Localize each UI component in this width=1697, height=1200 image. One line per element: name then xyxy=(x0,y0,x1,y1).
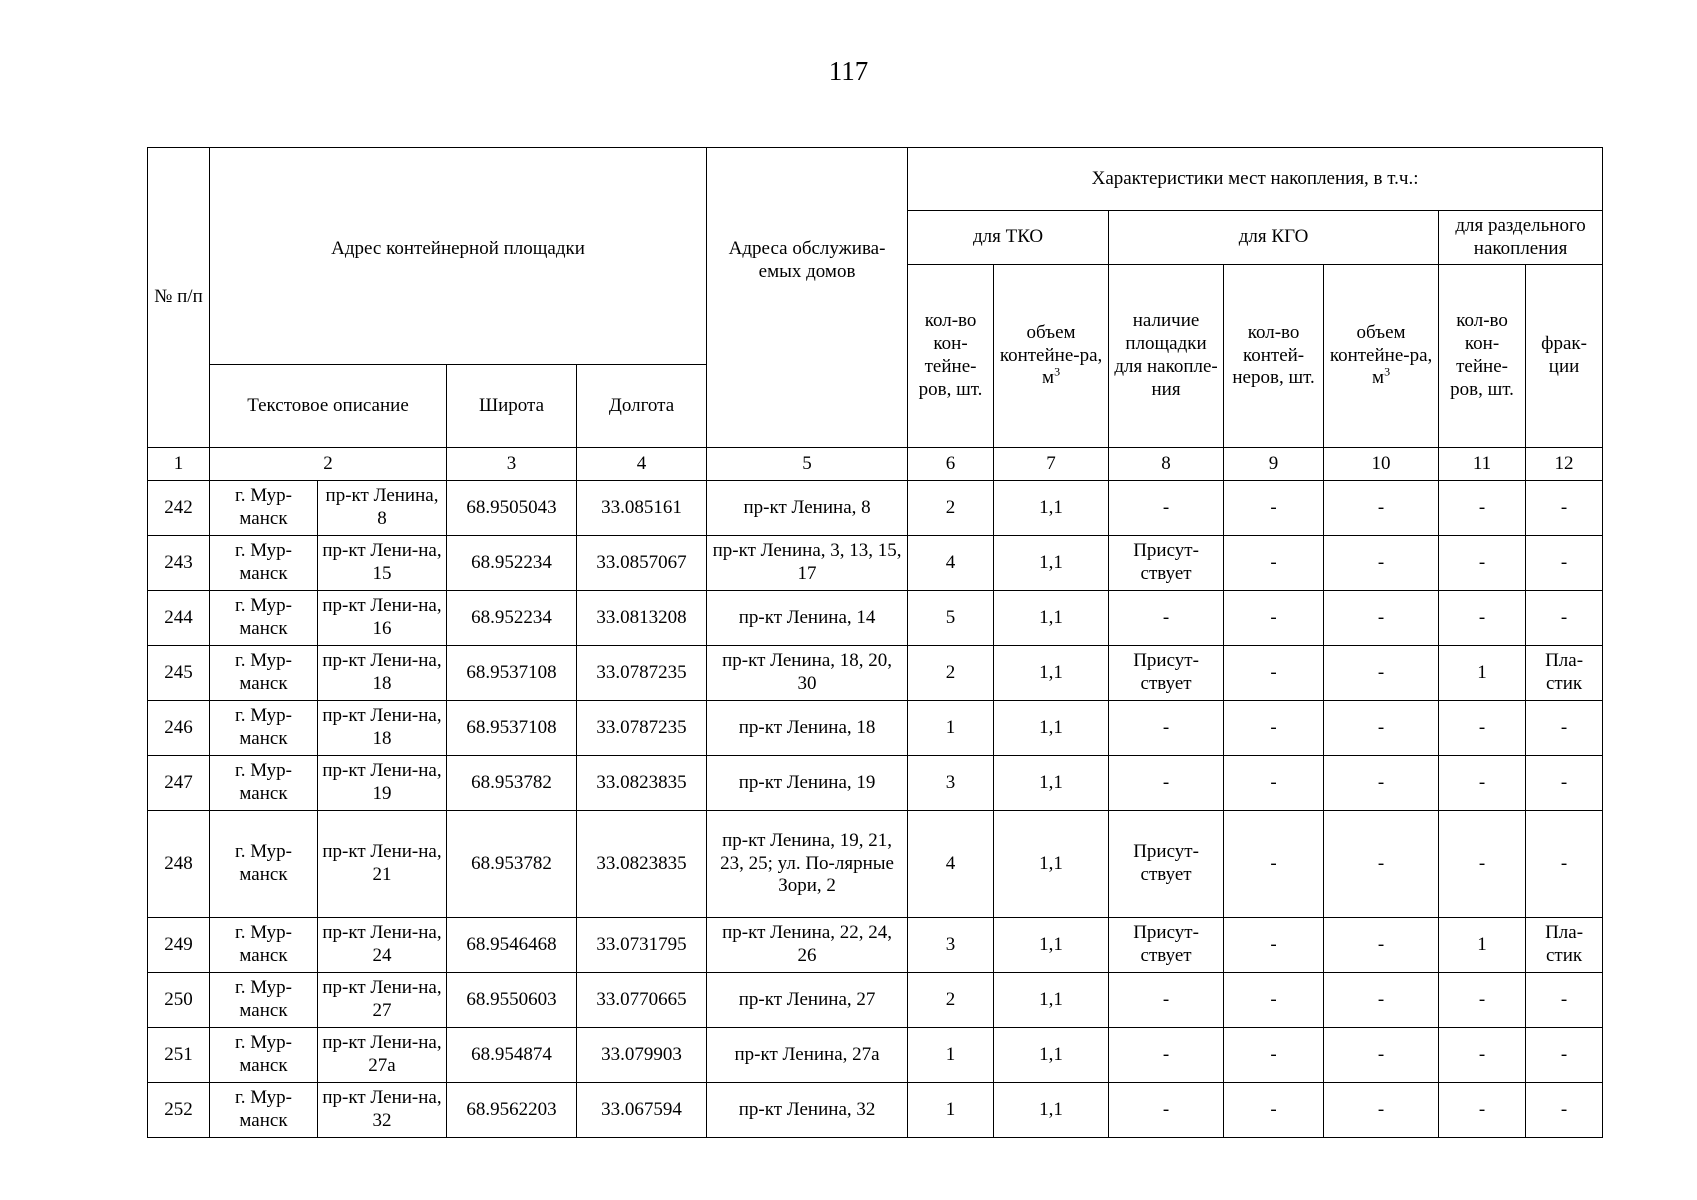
row-number-cell: 250 xyxy=(148,973,210,1028)
header-tko-volume-label: объем контейне-ра, xyxy=(999,321,1103,366)
city-cell: г. Мур-манск xyxy=(210,918,318,973)
fraction-cell: - xyxy=(1526,811,1603,918)
header-address-group: Адрес контейнерной площадки xyxy=(210,148,707,365)
city-cell: г. Мур-манск xyxy=(210,591,318,646)
latitude-cell: 68.9546468 xyxy=(447,918,577,973)
column-number: 4 xyxy=(577,448,707,481)
header-kgo-count: кол-во контей-неров, шт. xyxy=(1224,265,1324,448)
page-number: 117 xyxy=(828,56,869,86)
separate-count-cell: - xyxy=(1439,481,1526,536)
row-number-cell: 243 xyxy=(148,536,210,591)
kgo-count-cell: - xyxy=(1224,536,1324,591)
kgo-site-cell: - xyxy=(1109,1028,1224,1083)
header-tko-volume-unit: м xyxy=(1042,367,1055,389)
latitude-cell: 68.9550603 xyxy=(447,973,577,1028)
tko-count-cell: 3 xyxy=(908,918,994,973)
separate-count-cell: - xyxy=(1439,973,1526,1028)
container-sites-table xyxy=(147,147,1603,1138)
city-cell: г. Мур-манск xyxy=(210,756,318,811)
street-cell: пр-кт Лени-на, 27а xyxy=(318,1028,447,1083)
kgo-site-cell: Присут-ствует xyxy=(1109,918,1224,973)
row-number-cell: 248 xyxy=(148,811,210,918)
separate-count-cell: 1 xyxy=(1439,646,1526,701)
kgo-count-cell: - xyxy=(1224,1083,1324,1138)
tko-count-cell: 1 xyxy=(908,701,994,756)
tko-volume-cell: 1,1 xyxy=(994,918,1109,973)
latitude-cell: 68.952234 xyxy=(447,536,577,591)
city-cell: г. Мур-манск xyxy=(210,536,318,591)
served-houses-cell: пр-кт Ленина, 8 xyxy=(707,481,908,536)
served-houses-cell: пр-кт Ленина, 14 xyxy=(707,591,908,646)
latitude-cell: 68.953782 xyxy=(447,756,577,811)
fraction-cell: - xyxy=(1526,1028,1603,1083)
kgo-site-cell: Присут-ствует xyxy=(1109,811,1224,918)
tko-count-cell: 3 xyxy=(908,756,994,811)
kgo-site-cell: - xyxy=(1109,1083,1224,1138)
tko-count-cell: 2 xyxy=(908,646,994,701)
fraction-cell: - xyxy=(1526,1083,1603,1138)
column-numbers-row xyxy=(148,448,1603,481)
kgo-site-cell: - xyxy=(1109,701,1224,756)
separate-count-cell: 1 xyxy=(1439,918,1526,973)
fraction-cell: - xyxy=(1526,481,1603,536)
row-number-cell: 242 xyxy=(148,481,210,536)
city-cell: г. Мур-манск xyxy=(210,1028,318,1083)
row-number-cell: 247 xyxy=(148,756,210,811)
fraction-cell: Пла-стик xyxy=(1526,918,1603,973)
header-separate: для раздельного накопления xyxy=(1439,211,1603,265)
kgo-count-cell: - xyxy=(1224,701,1324,756)
tko-count-cell: 5 xyxy=(908,591,994,646)
header-sep-count: кол-во кон-тейне-ров, шт. xyxy=(1439,265,1526,448)
served-houses-cell: пр-кт Ленина, 19, 21, 23, 25; ул. По-лярные Зори, 2 xyxy=(707,811,908,918)
served-houses-cell: пр-кт Ленина, 22, 24, 26 xyxy=(707,918,908,973)
kgo-count-cell: - xyxy=(1224,918,1324,973)
column-number: 6 xyxy=(908,448,994,481)
kgo-volume-cell: - xyxy=(1324,1083,1439,1138)
header-sep-fractions: фрак-ции xyxy=(1526,265,1603,448)
kgo-count-cell: - xyxy=(1224,646,1324,701)
separate-count-cell: - xyxy=(1439,811,1526,918)
latitude-cell: 68.952234 xyxy=(447,591,577,646)
tko-count-cell: 1 xyxy=(908,1028,994,1083)
city-cell: г. Мур-манск xyxy=(210,646,318,701)
street-cell: пр-кт Лени-на, 24 xyxy=(318,918,447,973)
kgo-count-cell: - xyxy=(1224,756,1324,811)
street-cell: пр-кт Лени-на, 15 xyxy=(318,536,447,591)
tko-volume-cell: 1,1 xyxy=(994,701,1109,756)
column-number: 9 xyxy=(1224,448,1324,481)
city-cell: г. Мур-манск xyxy=(210,481,318,536)
tko-volume-cell: 1,1 xyxy=(994,1028,1109,1083)
row-number-cell: 246 xyxy=(148,701,210,756)
kgo-count-cell: - xyxy=(1224,973,1324,1028)
kgo-volume-cell: - xyxy=(1324,536,1439,591)
latitude-cell: 68.953782 xyxy=(447,811,577,918)
street-cell: пр-кт Лени-на, 32 xyxy=(318,1083,447,1138)
kgo-site-cell: - xyxy=(1109,481,1224,536)
kgo-volume-cell: - xyxy=(1324,918,1439,973)
served-houses-cell: пр-кт Ленина, 32 xyxy=(707,1083,908,1138)
separate-count-cell: - xyxy=(1439,701,1526,756)
latitude-cell: 68.954874 xyxy=(447,1028,577,1083)
longitude-cell: 33.085161 xyxy=(577,481,707,536)
fraction-cell: - xyxy=(1526,973,1603,1028)
tko-volume-cell: 1,1 xyxy=(994,646,1109,701)
kgo-volume-cell: - xyxy=(1324,481,1439,536)
row-number-cell: 249 xyxy=(148,918,210,973)
kgo-volume-cell: - xyxy=(1324,591,1439,646)
longitude-cell: 33.0787235 xyxy=(577,646,707,701)
column-number: 8 xyxy=(1109,448,1224,481)
tko-volume-cell: 1,1 xyxy=(994,1083,1109,1138)
latitude-cell: 68.9537108 xyxy=(447,701,577,756)
column-number: 10 xyxy=(1324,448,1439,481)
city-cell: г. Мур-манск xyxy=(210,701,318,756)
header-tko: для ТКО xyxy=(908,211,1109,265)
table-row xyxy=(148,701,1603,756)
header-longitude: Долгота xyxy=(577,365,707,448)
row-number-cell: 252 xyxy=(148,1083,210,1138)
header-num: № п/п xyxy=(148,148,210,448)
street-cell: пр-кт Лени-на, 21 xyxy=(318,811,447,918)
kgo-count-cell: - xyxy=(1224,1028,1324,1083)
header-tko-count: кол-во кон-тейне-ров, шт. xyxy=(908,265,994,448)
header-latitude: Широта xyxy=(447,365,577,448)
table-row xyxy=(148,1083,1603,1138)
longitude-cell: 33.0823835 xyxy=(577,811,707,918)
separate-count-cell: - xyxy=(1439,1028,1526,1083)
table-row xyxy=(148,591,1603,646)
served-houses-cell: пр-кт Ленина, 27а xyxy=(707,1028,908,1083)
tko-count-cell: 1 xyxy=(908,1083,994,1138)
table-header xyxy=(148,148,1603,481)
table-row xyxy=(148,1028,1603,1083)
header-characteristics: Характеристики мест накопления, в т.ч.: xyxy=(908,148,1603,211)
row-number-cell: 244 xyxy=(148,591,210,646)
row-number-cell: 245 xyxy=(148,646,210,701)
table-row xyxy=(148,756,1603,811)
tko-volume-cell: 1,1 xyxy=(994,811,1109,918)
tko-count-cell: 2 xyxy=(908,481,994,536)
longitude-cell: 33.0770665 xyxy=(577,973,707,1028)
kgo-volume-cell: - xyxy=(1324,1028,1439,1083)
fraction-cell: - xyxy=(1526,701,1603,756)
tko-volume-cell: 1,1 xyxy=(994,756,1109,811)
column-number: 11 xyxy=(1439,448,1526,481)
row-number-cell: 251 xyxy=(148,1028,210,1083)
header-kgo: для КГО xyxy=(1109,211,1439,265)
separate-count-cell: - xyxy=(1439,536,1526,591)
street-cell: пр-кт Ленина, 8 xyxy=(318,481,447,536)
street-cell: пр-кт Лени-на, 19 xyxy=(318,756,447,811)
served-houses-cell: пр-кт Ленина, 19 xyxy=(707,756,908,811)
column-number: 5 xyxy=(707,448,908,481)
header-text-description: Текстовое описание xyxy=(210,365,447,448)
tko-volume-cell: 1,1 xyxy=(994,973,1109,1028)
column-number: 1 xyxy=(148,448,210,481)
served-houses-cell: пр-кт Ленина, 3, 13, 15, 17 xyxy=(707,536,908,591)
header-kgo-volume-exp: 3 xyxy=(1384,365,1391,380)
column-number: 7 xyxy=(994,448,1109,481)
separate-count-cell: - xyxy=(1439,756,1526,811)
kgo-site-cell: - xyxy=(1109,591,1224,646)
served-houses-cell: пр-кт Ленина, 18 xyxy=(707,701,908,756)
latitude-cell: 68.9505043 xyxy=(447,481,577,536)
tko-volume-cell: 1,1 xyxy=(994,591,1109,646)
street-cell: пр-кт Лени-на, 18 xyxy=(318,701,447,756)
table-row xyxy=(148,481,1603,536)
street-cell: пр-кт Лени-на, 18 xyxy=(318,646,447,701)
fraction-cell: - xyxy=(1526,756,1603,811)
header-served-houses: Адреса обслужива-емых домов xyxy=(707,148,908,448)
kgo-site-cell: Присут-ствует xyxy=(1109,646,1224,701)
kgo-count-cell: - xyxy=(1224,591,1324,646)
served-houses-cell: пр-кт Ленина, 27 xyxy=(707,973,908,1028)
longitude-cell: 33.079903 xyxy=(577,1028,707,1083)
header-tko-volume xyxy=(994,265,1109,448)
served-houses-cell: пр-кт Ленина, 18, 20, 30 xyxy=(707,646,908,701)
kgo-volume-cell: - xyxy=(1324,646,1439,701)
kgo-site-cell: Присут-ствует xyxy=(1109,536,1224,591)
table-row xyxy=(148,918,1603,973)
fraction-cell: - xyxy=(1526,591,1603,646)
table-row xyxy=(148,973,1603,1028)
city-cell: г. Мур-манск xyxy=(210,1083,318,1138)
tko-count-cell: 2 xyxy=(908,973,994,1028)
header-kgo-volume-unit: м xyxy=(1372,367,1385,389)
kgo-volume-cell: - xyxy=(1324,973,1439,1028)
latitude-cell: 68.9537108 xyxy=(447,646,577,701)
city-cell: г. Мур-манск xyxy=(210,973,318,1028)
separate-count-cell: - xyxy=(1439,591,1526,646)
kgo-volume-cell: - xyxy=(1324,756,1439,811)
longitude-cell: 33.0787235 xyxy=(577,701,707,756)
longitude-cell: 33.0857067 xyxy=(577,536,707,591)
kgo-count-cell: - xyxy=(1224,811,1324,918)
header-tko-volume-exp: 3 xyxy=(1054,365,1061,380)
table-body xyxy=(148,481,1603,1138)
longitude-cell: 33.0823835 xyxy=(577,756,707,811)
kgo-volume-cell: - xyxy=(1324,701,1439,756)
column-number: 3 xyxy=(447,448,577,481)
kgo-site-cell: - xyxy=(1109,756,1224,811)
fraction-cell: - xyxy=(1526,536,1603,591)
kgo-site-cell: - xyxy=(1109,973,1224,1028)
separate-count-cell: - xyxy=(1439,1083,1526,1138)
street-cell: пр-кт Лени-на, 27 xyxy=(318,973,447,1028)
longitude-cell: 33.067594 xyxy=(577,1083,707,1138)
street-cell: пр-кт Лени-на, 16 xyxy=(318,591,447,646)
column-number: 12 xyxy=(1526,448,1603,481)
column-number: 2 xyxy=(210,448,447,481)
longitude-cell: 33.0813208 xyxy=(577,591,707,646)
header-kgo-presence: наличие площадки для накопле-ния xyxy=(1109,265,1224,448)
latitude-cell: 68.9562203 xyxy=(447,1083,577,1138)
kgo-count-cell: - xyxy=(1224,481,1324,536)
table-row xyxy=(148,646,1603,701)
tko-count-cell: 4 xyxy=(908,811,994,918)
fraction-cell: Пла-стик xyxy=(1526,646,1603,701)
longitude-cell: 33.0731795 xyxy=(577,918,707,973)
tko-volume-cell: 1,1 xyxy=(994,536,1109,591)
tko-volume-cell: 1,1 xyxy=(994,481,1109,536)
header-kgo-volume-label: объем контейне-ра, xyxy=(1329,321,1433,366)
kgo-volume-cell: - xyxy=(1324,811,1439,918)
tko-count-cell: 4 xyxy=(908,536,994,591)
city-cell: г. Мур-манск xyxy=(210,811,318,918)
header-kgo-volume xyxy=(1324,265,1439,448)
table-row xyxy=(148,811,1603,918)
table-row xyxy=(148,536,1603,591)
